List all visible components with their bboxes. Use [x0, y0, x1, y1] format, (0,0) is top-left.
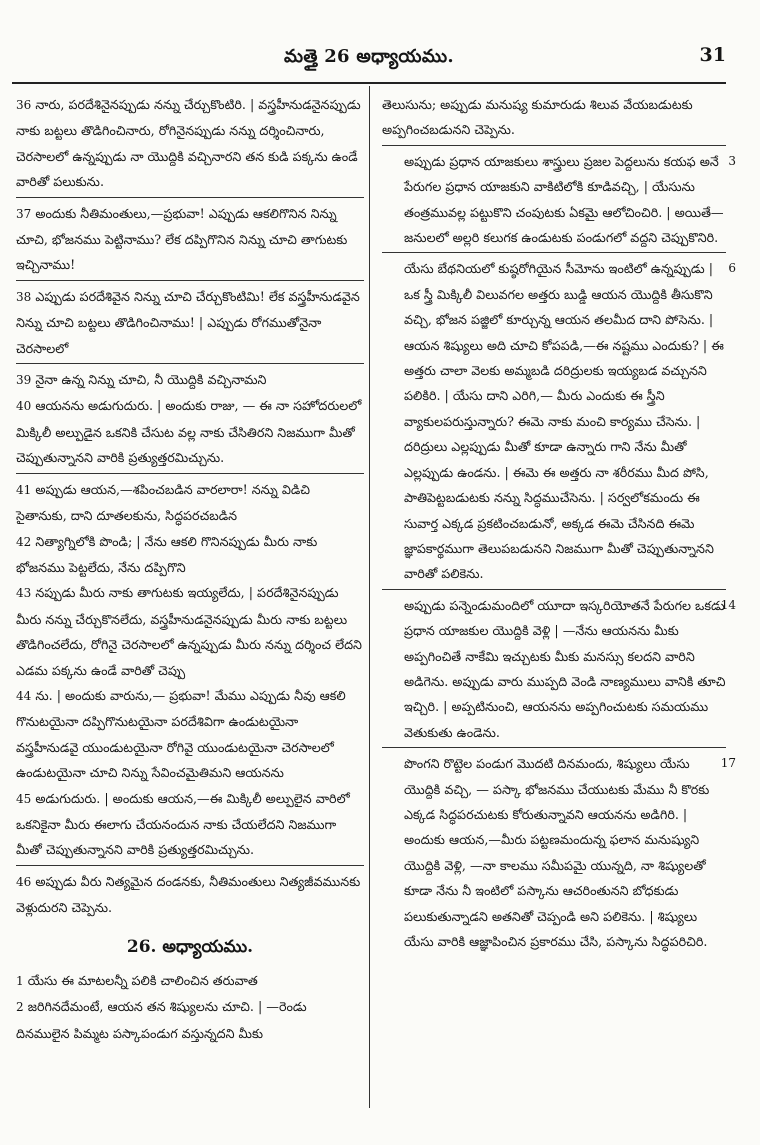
verse-number: 39	[16, 373, 32, 388]
verse-number: 2	[16, 1000, 24, 1015]
verse-paragraph	[16, 201, 364, 281]
verse-text: ఎప్పుడు పరదేశివైన నిన్ను చూచి చేర్చుకొంటిమి! లేక వస్త్రహీనుడవైన నిన్ను చూచి బట్టలు తొడిగించినాము! | ఎప్పుడు రోగముతోనైనా చెరసాలలో	[16, 288, 360, 356]
verse-number: 37	[16, 206, 32, 221]
verse-paragraph	[16, 284, 364, 364]
verse-paragraph	[16, 92, 364, 198]
verse-number: 43	[16, 586, 32, 601]
verse-text: ఆయనను అడుగుదురు. | అందుకు రాజు, — ఈ నా సహోదరులలో మిక్కిలీ అల్పుడైన ఒకనికి చేసుట వల్ల నాకు చేసితిరని నిజముగా మీతో చెప్పుతున్నానని వారికి ప్రత్యుత్తరమిచ్చును.	[16, 398, 362, 466]
verse-number: 36	[16, 98, 32, 112]
verse-number: 46	[16, 874, 32, 889]
verse-text: జరిగినదేమంటే, ఆయన తన శిష్యులను చూచి. | —రెండు దినములైన పిమ్మట పస్కాపండుగ వస్తున్నదని మీకు	[16, 999, 307, 1041]
verse-number: 3	[728, 153, 736, 168]
verse-paragraph	[16, 968, 364, 994]
verse-paragraph	[382, 256, 736, 589]
verse-number: 42	[16, 534, 32, 549]
verse-number: 17	[720, 756, 736, 771]
verse-paragraph	[16, 786, 364, 866]
verse-paragraph	[16, 477, 364, 529]
verse-text: అప్పుడు ప్రధాన యాజకులు శాస్త్రులు ప్రజల పెద్దలును కయఫ అనే పేరుగల ప్రధాన యాజకుని వాకిటిలోకి కూడివచ్చి, | యేసును తంత్రమువల్ల పట్టుకొని చంపుటకు ఏకమై ఆలోచించిరి. | అయితే— జనులలో అల్లరి కలుగక ఉండుటకు పండుగలో వద్దని చెప్పుకొనిరి.	[404, 153, 724, 246]
verse-paragraph	[16, 580, 364, 683]
verse-number: 45	[16, 791, 32, 806]
verse-text: అడుగుదురు. | అందుకు ఆయన,—ఈ మిక్కిలీ అల్పులైన వారిలో ఒకనికైనా మీరు ఈలాగు చేయనందున నాకు చేయలేదని నిజముగా మీతో చెప్పుతున్నానని వారికి ప్రత్యుత్తరమిచ్చును.	[16, 790, 350, 858]
verse-paragraph	[382, 751, 736, 954]
column-divider	[369, 86, 370, 1108]
verse-text: పొంగని రొట్టెల పండుగ మొదటి దినమందు, శిష్యులు యేసు యొద్దికి వచ్చి, — పస్కా భోజనము చేయుటకు మేము నీ కొరకు ఎక్కడ సిద్ధపరచుటకు కోరుతున్నావని ఆయనను అడిగిరి. | అందుకు ఆయన,—మీరు పట్టణమందున్న ఫలాన మనుష్యుని యొద్దికి వెళ్లి, —నా కాలము సమీపమై యున్నది, నా శిష్యులతో కూడా నేను నీ ఇంటిలో పస్కాను ఆచరింతునని బోధకుడు పలుకుతున్నాడని అతనితో చెప్పండి అని పలికెను. | శిష్యులు యేసు వారికి ఆజ్ఞాపించిన ప్రకారము చేసి, పస్కాను సిద్ధపరిచిరి.	[404, 756, 710, 949]
verse-paragraph	[16, 869, 364, 921]
verse-number: 1	[16, 974, 24, 988]
verse-paragraph	[382, 149, 736, 254]
left-column	[16, 92, 364, 1046]
verse-number: 40	[16, 399, 32, 414]
verse-number: 6	[728, 261, 736, 276]
chapter-heading: 26. అధ్యాయము.	[126, 936, 254, 957]
verse-paragraph	[16, 367, 364, 393]
verse-text: నిత్యాగ్నిలోకి పొండి; | నేను ఆకలి గొనినప్పుడు మీరు నాకు భోజనము పెట్టలేదు, నేను దప్పిగొని	[16, 533, 318, 575]
verse-paragraph	[16, 393, 364, 473]
verse-text: అందుకు నీతిమంతులు,—ప్రభువా! ఎప్పుడు ఆకలిగొనిన నిన్ను చూచి, భోజనము పెట్టినాము? లేక దప్పిగొనిన నిన్ను చూచి తాగుటకు ఇచ్చినాము!	[16, 205, 348, 273]
verse-text: నప్పుడు మీరు నాకు తాగుటకు ఇయ్యలేదు, | పరదేశినైనప్పుడు మీరు నన్ను చేర్చుకొనలేదు, వస్త్రహీనుడనైనప్పుడు మీరు నాకు బట్టలు తొడిగించలేదు, రోగినై చెరసాలలో ఉన్నప్పుడు మీరు నన్ను దర్శించ లేదని ఎడమ పక్కను ఉండే వారితో చెప్పు	[16, 585, 362, 678]
verse-paragraph	[382, 593, 736, 748]
verse-paragraph	[16, 994, 364, 1046]
verse-text: యేసు బేథనియలో కుష్ఠరోగియైన సీమోను ఇంటిలో ఉన్నప్పుడు | ఒక స్త్రీ మిక్కిలీ విలువగల అత్తరు బుడ్డి ఆయన యొద్దికి తీసుకొని వచ్చి, భోజన పజ్జిలో కూర్చున్న ఆయన తలమీద దాని పోసెను. | ఆయన శిష్యులు అది చూచి కోపపడి,—ఈ నష్టము ఎందుకు? | ఈ అత్తరు చాలా వెలకు అమ్మబడి దరిద్రులకు ఇయ్యబడ వచ్చునని పలికిరి. | యేసు దాని ఎరిగి,— మీరు ఎందుకు ఈ స్త్రీని వ్యాకులపరుస్తున్నారు? ఈమె నాకు మంచి కార్యము చేసెను. | దరిద్రులు ఎల్లప్పుడు మీతో కూడా ఉన్నారు గాని నేను మీతో ఎల్లప్పుడు ఉండను. | ఈమె ఈ అత్తరు నా శరీరము మీద పోసి, పాతిపెట్టబడుటకు నన్ను సిద్ధముచేసెను. | సర్వలోకమందు ఈ సువార్త ఎక్కడ ప్రకటించబడునో, అక్కడ ఈమె చేసినది ఈమె జ్ఞాపకార్థముగా తెలుపబడునని నిజముగా మీతో చెప్పుతున్నానని వారితో పలికెను.	[404, 261, 724, 582]
verse-text: నారు, పరదేశినైనప్పుడు నన్ను చేర్చుకొంటిరి. | వస్త్రహీనుడనైనప్పుడు నాకు బట్టలు తొడిగించినారు, రోగినైనప్పుడు నన్ను దర్శించినారు, చెరసాలలో ఉన్నప్పుడు నా యొద్దికి వచ్చినారని తన కుడి పక్కను ఉండే వారితో పలుకును.	[16, 97, 361, 190]
verse-number: 38	[16, 289, 32, 304]
page-header	[12, 30, 726, 84]
verse-paragraph	[16, 529, 364, 581]
verse-text: తెలుసును; అప్పుడు మనుష్య కుమారుడు శిలువ వేయబడుటకు అప్పగించబడునని చెప్పెను.	[382, 97, 693, 138]
verse-paragraph	[382, 92, 726, 146]
verse-number: 41	[16, 482, 32, 497]
page-title: మత్తై 26 అధ్యాయము.	[284, 46, 454, 67]
verse-text: నైనా ఉన్న నిన్ను చూచి, నీ యొద్దికి వచ్చినామని	[35, 372, 267, 388]
verse-paragraph	[16, 683, 364, 786]
verse-text: అప్పుడు పన్నెండుమందిలో యూదా ఇస్కరియోతనే పేరుగల ఒకడు ప్రధాన యాజకుల యొద్దికి వెళ్లి | —నేను ఆయనను మీకు అప్పగించితే నాకేమి ఇచ్చుటకు మీకు మనస్సు కలదని వారిని అడిగెను. అప్పుడు వారు ముప్పది వెండి నాణ్యములు వానికి తూచి ఇచ్చిరి. | అప్పటినుంచి, ఆయనను అప్పగించుటకు సమయము వెతుకుతు ఉండెను.	[404, 597, 726, 740]
verse-text: అప్పుడు ఆయన,—శపించబడిన వారలారా! నన్ను విడిచి సైతానుకు, దాని దూతలకును, సిద్ధపరచబడిన	[16, 481, 310, 524]
verse-number: 14	[720, 597, 736, 612]
verse-text: ను. | అందుకు వారును,— ప్రభువా! మేము ఎప్పుడు నీవు ఆకలి గొనుటయైనా దప్పిగొనుటయైనా పరదేశివిగా ఉండుటయైనా వస్త్రహీనుడవై యుండుటయైనా రోగివై యుండుటయైనా చెరసాలలో ఉండుటయైనా చూచి నిన్ను సేవించమైతిమని ఆయనను	[16, 687, 346, 781]
verse-text: యేసు ఈ మాటలన్నీ పలికి చాలించిన తరువాత	[27, 973, 258, 988]
verse-text: అప్పుడు వీరు నిత్యమైన దండనకు, నీతిమంతులు నిత్యజీవమునకు వెళ్లుదురని చెప్పెను.	[16, 873, 361, 916]
right-column	[382, 92, 736, 954]
page-number: 31	[699, 44, 726, 66]
verse-number: 44	[16, 688, 32, 703]
